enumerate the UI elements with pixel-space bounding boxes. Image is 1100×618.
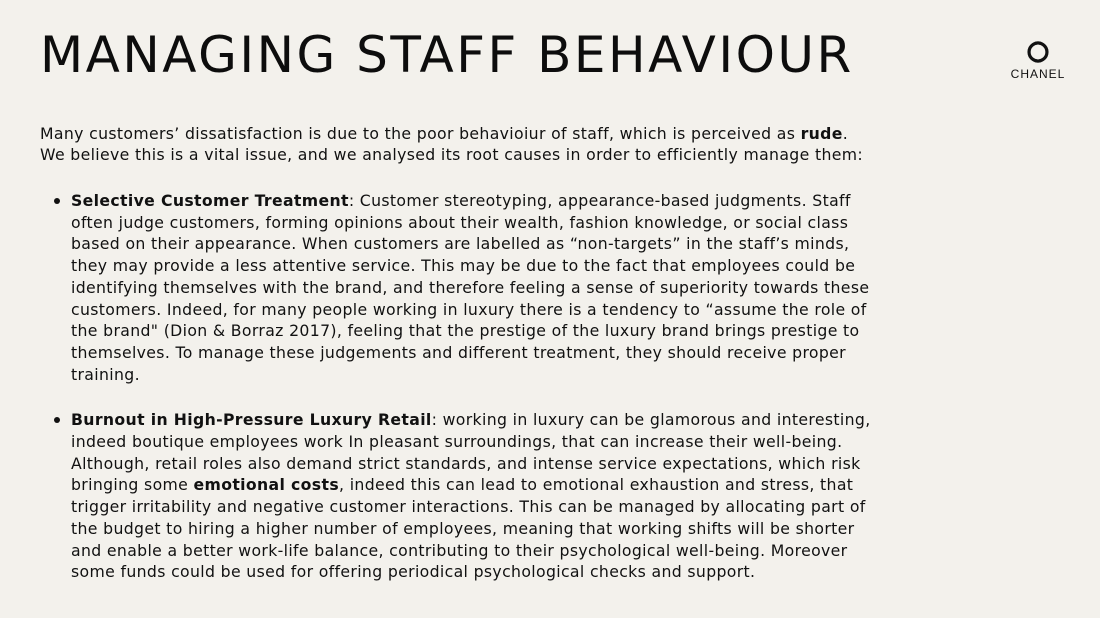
- bullet-line: themselves. To manage these judgements and different treatment, they should receive proper: [71, 342, 846, 362]
- bullet-heading: Burnout in High-Pressure Luxury Retail: [71, 410, 432, 430]
- bullet-line: the brand" (Dion & Borraz 2017), feeling that the prestige of the luxury brand brings prestige to: [71, 321, 860, 341]
- bullet-line: they may provide a less attentive service. This may be due to the fact that employees could be: [71, 256, 856, 276]
- bullet-line: and enable a better work-life balance, contributing to their psychological well-being. Moreover: [71, 540, 848, 560]
- bullet-line-part: , indeed this can lead to emotional exhaustion and stress, that: [339, 475, 854, 495]
- bullet-line-part: bringing some: [71, 475, 194, 495]
- bullet-selective-customer-treatment: [40, 190, 1040, 385]
- bullet-burnout-luxury-retail: [40, 409, 1040, 583]
- bullet-line: [71, 190, 1040, 212]
- logo-text: CHANEL: [1010, 67, 1066, 81]
- bullet-line: the budget to hiring a higher number of employees, meaning that working shifts will be shorter: [71, 518, 855, 538]
- bullet-line: trigger irritability and negative customer interactions. This can be managed by allocating part of: [71, 497, 866, 517]
- bullet-first-line: : Customer stereotyping, appearance-based judgments. Staff: [348, 191, 851, 210]
- bullet-line: often judge customers, forming opinions about their wealth, fashion knowledge, or social class: [71, 212, 849, 232]
- bullet-text: [71, 409, 1040, 583]
- bullet-emphasis: emotional costs: [193, 475, 340, 495]
- bullet-dot-icon: [54, 198, 60, 204]
- page-title: MANAGING STAFF BEHAVIOUR: [40, 26, 854, 84]
- bullet-line: based on their appearance. When customers are labelled as “non-targets” in the staff’s minds,: [71, 234, 850, 254]
- brand-logo: [1003, 38, 1073, 81]
- bullet-line: some funds could be used for offering periodical psychological checks and support.: [71, 562, 756, 582]
- bullet-list: [40, 190, 1040, 607]
- chanel-cc-logo-icon: [1018, 38, 1058, 66]
- bullet-line: customers. Indeed, for many people working in luxury there is a tendency to “assume the role of: [71, 299, 867, 319]
- bullet-line: Although, retail roles also demand strict standards, and intense service expectations, which risk: [71, 453, 861, 473]
- bullet-heading: Selective Customer Treatment: [71, 191, 349, 210]
- intro-emphasis: rude: [800, 124, 843, 143]
- bullet-first-line: : working in luxury can be glamorous and interesting,: [431, 410, 871, 430]
- bullet-dot-icon: [54, 417, 60, 423]
- intro-text-end: .: [842, 124, 849, 143]
- intro-line-1: [40, 123, 1070, 144]
- bullet-line: [71, 409, 1040, 431]
- bullet-line: identifying themselves with the brand, and therefore feeling a sense of superiority towards these: [71, 277, 870, 297]
- intro-paragraph: [40, 123, 1070, 165]
- bullet-text: [71, 190, 1040, 385]
- bullet-line: training.: [71, 364, 140, 384]
- bullet-line: indeed boutique employees work In pleasant surroundings, that can increase their well-being.: [71, 432, 843, 452]
- bullet-line: [71, 474, 1040, 496]
- intro-line-2: We believe this is a vital issue, and we analysed its root causes in order to efficiently manage them:: [40, 145, 864, 164]
- intro-text: Many customers’ dissatisfaction is due to the poor behavioiur of staff, which is perceived as: [40, 124, 801, 143]
